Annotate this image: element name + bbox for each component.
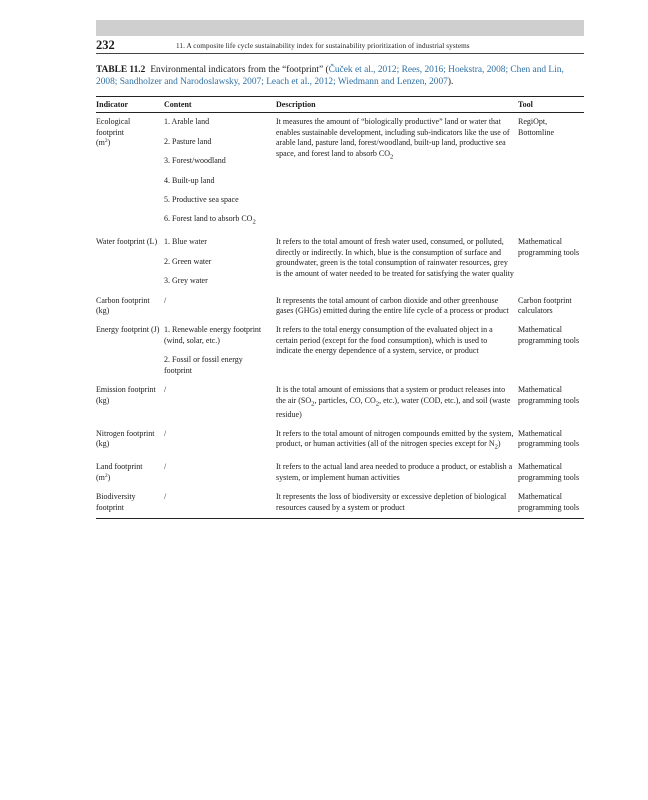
- unit-end: ): [107, 138, 111, 148]
- caption-text: Environmental indicators from the “footprint” (: [150, 65, 329, 75]
- content-cell: [164, 233, 276, 291]
- table-row: [96, 381, 584, 425]
- table-label: TABLE 11.2: [96, 65, 146, 75]
- table-header-row: [96, 97, 584, 113]
- content-cell: /: [164, 462, 167, 472]
- content-item: 2. Pasture land: [164, 136, 212, 146]
- content-item: 3. Grey water: [164, 276, 208, 286]
- indicator-cell: Energy footprint (J): [96, 325, 160, 335]
- tool-cell: Mathematical programming tools: [518, 385, 580, 405]
- description-cell: It refers to the actual land area needed to produce a product, or establish a system, or implement human activities: [276, 462, 513, 482]
- header-bar: [96, 20, 584, 36]
- running-head: 11. A composite life cycle sustainability index for sustainability prioritization of industrial systems: [176, 42, 470, 50]
- unit-end: ): [107, 472, 111, 482]
- indicator-cell: [96, 113, 164, 234]
- description-cell: [276, 381, 518, 425]
- table-row: [96, 458, 584, 488]
- content-item: 3. Forest/woodland: [164, 156, 226, 166]
- unit-superscript: 2: [104, 472, 108, 479]
- description-cell: It represents the total amount of carbon dioxide and other greenhouse gases (GHGs) emitted during the entire life cycle of a process or product: [276, 295, 509, 316]
- content-cell: /: [164, 488, 276, 518]
- table-row: [96, 321, 584, 381]
- header-content: Content: [164, 97, 276, 113]
- caption-end: ).: [447, 77, 454, 87]
- content-cell: /: [164, 295, 167, 305]
- description-text: It measures the amount of “biologically productive” land or water that enables sustainable development, including sub-indicators like the use of arable land, pasture land, forest/woodland, built-up land, productive sea space, and forest land to absorb CO: [276, 117, 510, 158]
- indicator-name: Ecological footprint: [96, 117, 131, 137]
- tool-cell: RegiOpt, Bottomline: [518, 117, 554, 137]
- description-text: ): [497, 439, 501, 449]
- description-cell: It refers to the total amount of fresh water used, consumed, or polluted, directly or indirectly. In which, blue is the consumption of surface and groundwater, green is the total consumption of rainwater resources, grey is the amount of water needed to be treated for satisfying the water quality: [276, 237, 514, 278]
- description-text: , etc.), water (COD, etc.), and soil (waste residue): [276, 395, 511, 419]
- description-cell: It refers to the total energy consumption of the evaluated object in a certain period (except for the food consumption), which is used to indicate the energy dependence of a system, service, or product: [276, 325, 493, 356]
- content-item: 2. Fossil or fossil energy footprint: [164, 355, 243, 375]
- description-text: It refers to the total amount of nitrogen compounds emitted by the system, product, or human activities (all of the nitrogen species except for N: [276, 428, 514, 449]
- content-item: 2. Green water: [164, 256, 212, 266]
- content-cell: /: [164, 428, 167, 438]
- tool-cell: Mathematical programming tools: [518, 237, 580, 257]
- header-description: Description: [276, 97, 518, 113]
- table-row: [96, 233, 584, 291]
- table-row: [96, 113, 584, 234]
- table-row: [96, 292, 584, 322]
- subscript: 2: [389, 153, 394, 161]
- header-indicator: Indicator: [96, 97, 164, 113]
- table-row: [96, 425, 584, 458]
- content-cell: [164, 113, 276, 234]
- content-cell: [164, 321, 276, 381]
- subscript: 2: [375, 400, 380, 408]
- caption-citations[interactable]: Čuček et al., 2012; Rees, 2016; Hoekstra, 2008; Chen and Lin, 2008; Sandholzer and Narodoslawsky, 2007; Leach et al., 2012; Wiedmann and Lenzen, 2007: [96, 65, 564, 87]
- tool-cell: Mathematical programming tools: [518, 488, 584, 518]
- indicator-name: Land footprint: [96, 462, 143, 472]
- description-text: , particles, CO, CO: [314, 395, 376, 405]
- indicator-cell: Biodiversity footprint: [96, 488, 164, 518]
- tool-cell: Mathematical programming tools: [518, 462, 580, 482]
- description-cell: [276, 113, 518, 234]
- content-cell: /: [164, 385, 167, 395]
- indicator-cell: Water footprint (L): [96, 237, 158, 247]
- content-item-text: 6. Forest land to absorb CO: [164, 214, 253, 224]
- content-item: 4. Built-up land: [164, 175, 215, 185]
- indicator-cell: Carbon footprint (kg): [96, 295, 150, 316]
- content-item: 1. Arable land: [164, 117, 210, 127]
- unit-base: (m: [96, 472, 105, 482]
- unit-base: (m: [96, 138, 105, 148]
- subscript: 2: [252, 219, 256, 227]
- tool-cell: Mathematical programming tools: [518, 325, 580, 345]
- tool-cell: Carbon footprint calculators: [518, 295, 572, 316]
- subscript: 2: [311, 400, 315, 408]
- header-tool: Tool: [518, 97, 584, 113]
- content-item: 5. Productive sea space: [164, 195, 239, 205]
- tool-cell: Mathematical programming tools: [518, 428, 580, 449]
- indicator-cell: [96, 458, 164, 488]
- table-row: [96, 488, 584, 518]
- description-cell: It represents the loss of biodiversity or excessive depletion of biological resources caused by a system or product: [276, 488, 518, 518]
- content-item: 1. Renewable energy footprint (wind, solar, etc.): [164, 325, 262, 345]
- content-item: [164, 214, 272, 228]
- unit-superscript: 2: [104, 138, 108, 145]
- content-item: 1. Blue water: [164, 237, 207, 247]
- subscript: 2: [494, 443, 498, 451]
- description-text: It is the total amount of emissions that a system or product releases into the air (SO: [276, 385, 506, 405]
- indicator-cell: Nitrogen footprint (kg): [96, 428, 155, 449]
- indicator-cell: Emission footprint (kg): [96, 385, 156, 405]
- description-cell: [276, 425, 518, 458]
- indicators-table: [96, 96, 584, 519]
- page-number: 232: [96, 38, 115, 52]
- table-caption: [96, 64, 586, 88]
- header-rule: [96, 53, 584, 54]
